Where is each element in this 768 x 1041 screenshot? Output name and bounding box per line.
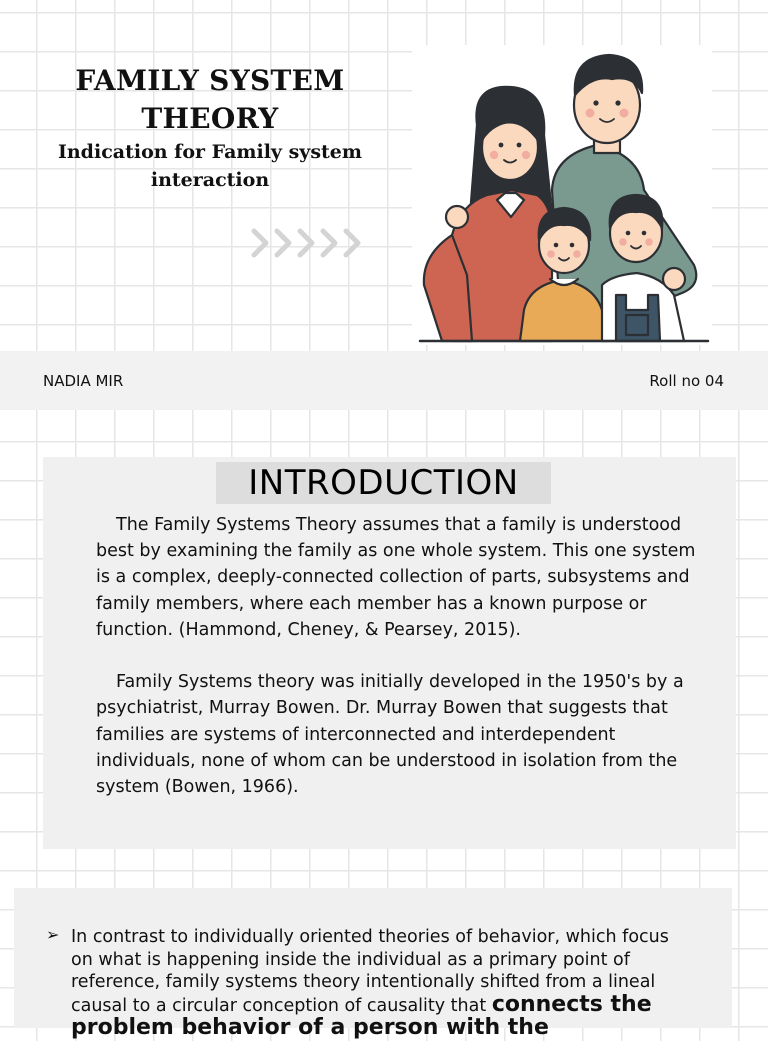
- intro-paragraph: The Family Systems Theory assumes that a family is understood best by examining the family as one whole system. This one system is a complex, deeply-connected collection of parts, subsystems and family members, where each member has a known purpose or function. (Hammond, Cheney, & Pearsey, 2015).: [96, 515, 696, 640]
- intro-paragraph: Family Systems theory was initially developed in the 1950's by a psychiatrist, Murray Bowen. Dr. Murray Bowen that suggests that families are systems of interconnected and interdependent individuals, none of whom can be understood in isolation from the system (Bowen, 1966).: [96, 672, 684, 798]
- roll-number: Roll no 04: [649, 372, 724, 390]
- arrow-bullet-icon: ➢: [46, 925, 60, 944]
- introduction-body: [96, 512, 696, 800]
- chevron-right-icon: [250, 227, 368, 259]
- page-title: FAMILY SYSTEM THEORY: [75, 64, 345, 135]
- family-illustration-icon: [412, 45, 712, 345]
- bullet-emphasis: connects the problem behavior of a person with the: [71, 991, 652, 1040]
- bullet-text: In contrast to individually oriented theories of behavior, which focus on what is happening inside the individual as a primary point of reference, family systems theory intentionally shifted from a lineal causal to a circular conception of causality that: [71, 927, 669, 1016]
- introduction-heading: INTRODUCTION: [216, 462, 551, 504]
- bullet-item: [71, 926, 681, 1041]
- page-subtitle: Indication for Family system interaction: [57, 141, 362, 191]
- author-name: NADIA MIR: [43, 372, 124, 390]
